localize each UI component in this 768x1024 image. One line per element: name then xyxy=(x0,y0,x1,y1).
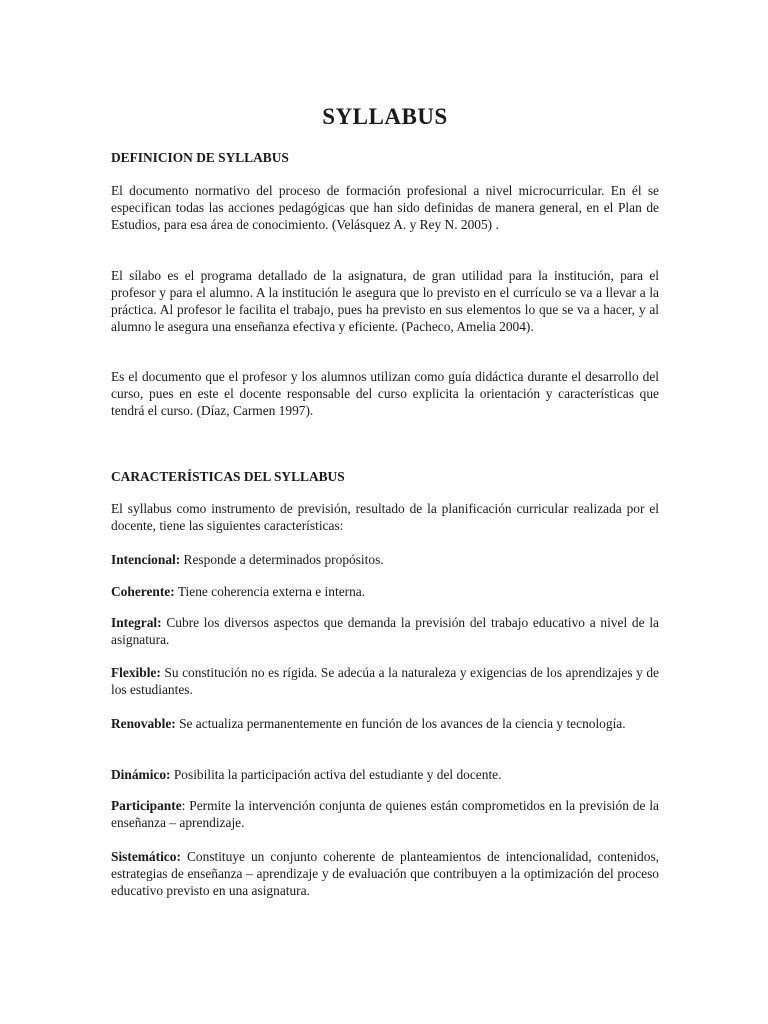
item-term: Sistemático: xyxy=(111,849,181,864)
paragraph-definicion-1: El documento normativo del proceso de formación profesional a nivel microcurricular. En él se especifican todas las acciones pedagógicas que han sido definidas de manera general, en el Plan de Estudios, para esa área de conocimiento. (Velásquez A. y Rey N. 2005) . xyxy=(111,183,659,232)
section-heading-definicion: DEFINICION DE SYLLABUS xyxy=(111,150,289,165)
item-term: Intencional: xyxy=(111,552,181,567)
item-text: Posibilita la participación activa del estudiante y del docente. xyxy=(170,767,502,782)
item-term: Participante xyxy=(111,798,182,813)
list-item-dinamico xyxy=(111,766,659,783)
page-title: SYLLABUS xyxy=(322,104,448,129)
item-text: : Permite la intervención conjunta de quienes están comprometidos en la previsión de la enseñanza – aprendizaje. xyxy=(111,798,659,830)
item-term: Flexible: xyxy=(111,665,161,680)
section-heading-caracteristicas: CARACTERÍSTICAS DEL SYLLABUS xyxy=(111,469,345,484)
paragraph-definicion-3: Es el documento que el profesor y los alumnos utilizan como guía didáctica durante el desarrollo del curso, pues en este el docente responsable del curso explicita la orientación y características que tendrá el curso. (Díaz, Carmen 1997). xyxy=(111,369,659,418)
item-text: Tiene coherencia externa e interna. xyxy=(174,584,366,599)
list-item-intencional xyxy=(111,551,659,568)
item-term: Renovable: xyxy=(111,716,176,731)
item-term: Integral: xyxy=(111,615,162,630)
item-text: Cubre los diversos aspectos que demanda la previsión del trabajo educativo a nivel de la asignatura. xyxy=(111,615,659,647)
item-text: Responde a determinados propósitos. xyxy=(180,552,384,567)
item-term: Coherente: xyxy=(111,584,175,599)
item-text: Se actualiza permanentemente en función de los avances de la ciencia y tecnología. xyxy=(175,716,626,731)
item-term: Dinámico: xyxy=(111,767,171,782)
list-item-flexible xyxy=(111,664,659,698)
item-text: Su constitución no es rígida. Se adecúa a la naturaleza y exigencias de los aprendizajes y de los estudiantes. xyxy=(111,665,659,697)
item-text: Constituye un conjunto coherente de planteamientos de intencionalidad, contenidos, estrategias de enseñanza – aprendizaje y de evaluación que contribuyen a la optimización del proceso educativo previsto en una asignatura. xyxy=(111,849,659,898)
paragraph-caracteristicas-intro: El syllabus como instrumento de previsión, resultado de la planificación curricular realizada por el docente, tiene las siguientes características: xyxy=(111,501,659,533)
list-item-integral xyxy=(111,614,659,648)
paragraph-definicion-2: El sílabo es el programa detallado de la asignatura, de gran utilidad para la institución, para el profesor y para el alumno. A la institución le asegura que lo previsto en el currículo se va a llevar a la práctica. Al profesor le facilita el trabajo, pues ha previsto en sus elementos lo que se va a hacer, y al alumno le asegura una enseñanza efectiva y eficiente. (Pacheco, Amelia 2004). xyxy=(111,268,659,334)
list-item-renovable xyxy=(111,715,659,732)
list-item-sistematico xyxy=(111,848,659,899)
list-item-coherente xyxy=(111,583,659,600)
list-item-participante xyxy=(111,797,659,831)
